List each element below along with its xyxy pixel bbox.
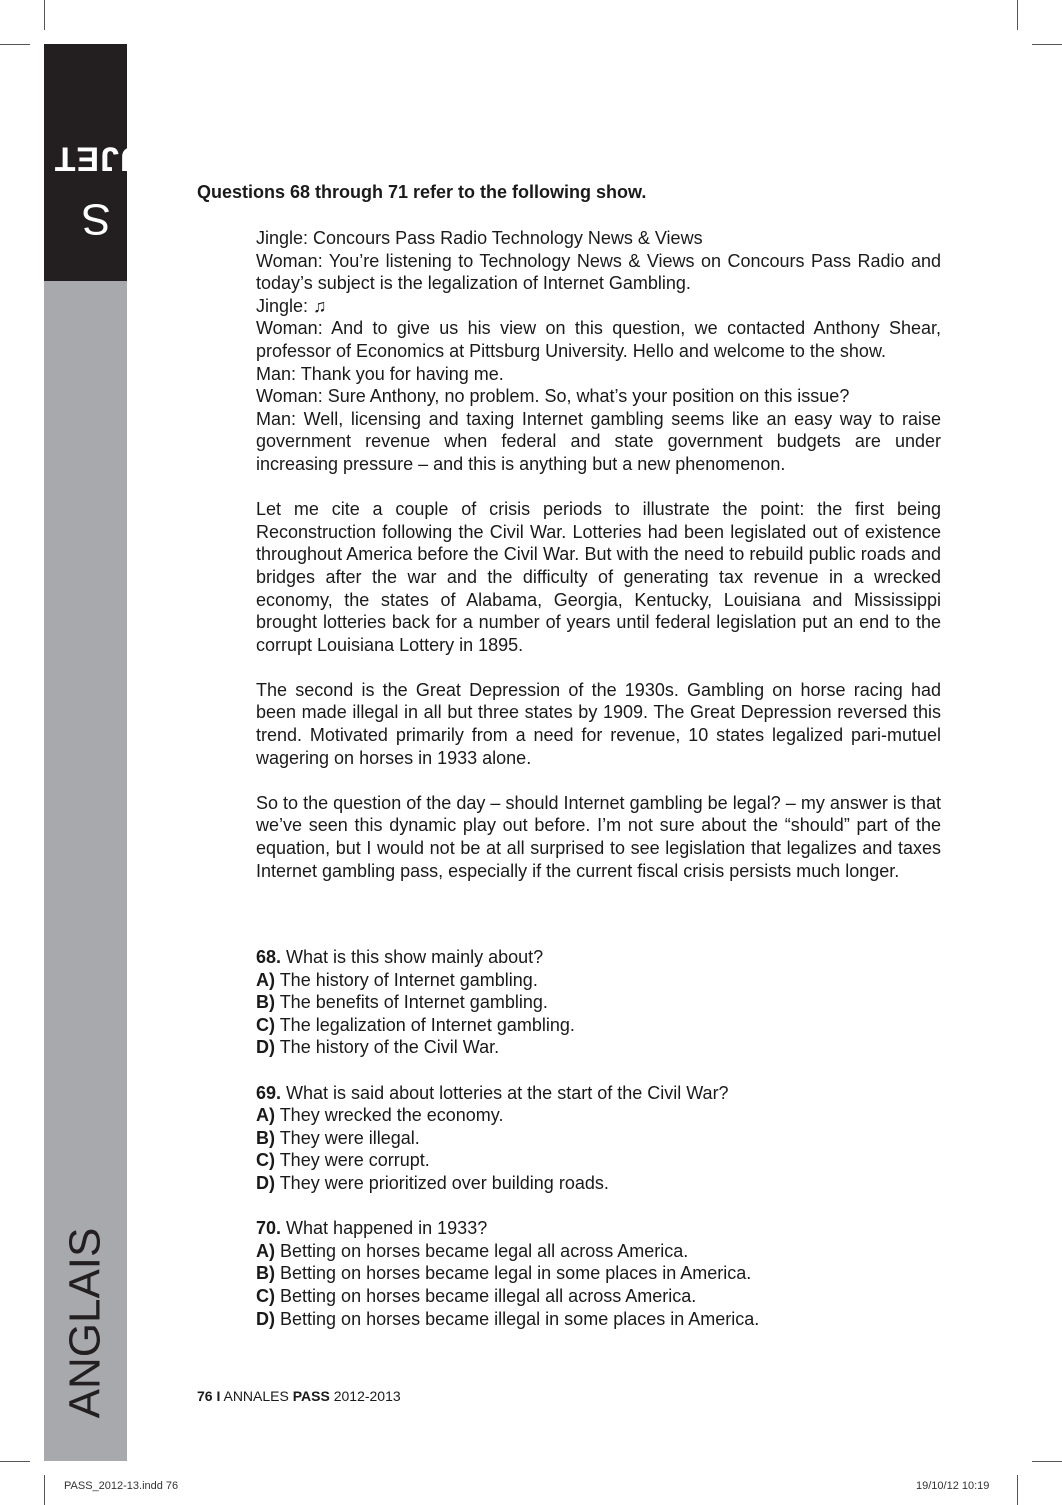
crop-mark	[44, 0, 45, 30]
sujet-initial: S	[80, 193, 111, 243]
question-stem: 68. What is this show mainly about?	[256, 947, 544, 967]
answer-option: C) Betting on horses became illegal all across America.	[256, 1285, 697, 1306]
answer-option: C) The legalization of Internet gambling.	[256, 1014, 575, 1035]
crop-mark	[44, 1475, 45, 1505]
question-68	[256, 946, 941, 1059]
crop-mark	[0, 1461, 30, 1462]
footer-years: 2012-2013	[333, 1388, 401, 1404]
sujet-rest: UJET	[53, 138, 145, 177]
question-stem: 70. What happened in 1933?	[256, 1218, 488, 1239]
section-label-sujet	[44, 44, 145, 281]
question-list	[256, 946, 941, 1353]
page-footer	[197, 1388, 401, 1404]
transcript-paragraph: Let me cite a couple of crisis periods to illustrate the point: the first being Reconstruction following the Civil War. Lotteries had been legislated out of existence throughout America before the Civil War. But with the need to rebuild public roads and bridges after the war and the difficulty of generating tax revenue in a wrecked economy, the states of Alabama, Georgia, Kentucky, Louisiana and Mississippi brought lotteries back for a number of years until federal legislation put an end to the corrupt Louisiana Lottery in 1895.	[256, 499, 941, 655]
answer-option: B) Betting on horses became legal in some places in America.	[256, 1263, 752, 1284]
answer-option: A) Betting on horses became legal all across America.	[256, 1240, 689, 1261]
question-70	[256, 1217, 941, 1330]
answer-option: D) They were prioritized over building roads.	[256, 1172, 609, 1193]
crop-mark	[1032, 1461, 1062, 1462]
transcript-line: Jingle: ♫	[256, 295, 327, 316]
transcript	[256, 227, 941, 882]
answer-option: B) They were illegal.	[256, 1127, 420, 1148]
answer-option: C) They were corrupt.	[256, 1150, 430, 1171]
crop-mark	[1017, 1475, 1018, 1505]
answer-option: D) Betting on horses became illegal in some places in America.	[256, 1308, 760, 1329]
answer-option: A) They wrecked the economy.	[256, 1105, 504, 1126]
question-69	[256, 1082, 941, 1195]
subject-label-anglais	[44, 1227, 127, 1418]
transcript-line: Woman: Sure Anthony, no problem. So, what’s your position on this issue?	[256, 386, 850, 407]
crop-mark	[1032, 44, 1062, 45]
transcript-line: Woman: And to give us his view on this question, we contacted Anthony Shear, professor of Economics at Pittsburg University. Hello and welcome to the show.	[256, 318, 941, 361]
print-slug-file: PASS_2012-13.indd 76	[64, 1480, 179, 1492]
answer-option: D) The history of the Civil War.	[256, 1037, 500, 1058]
transcript-line: Woman: You’re listening to Technology News & Views on Concours Pass Radio and today’s subject is the legalization of Internet Gambling.	[256, 250, 941, 294]
answer-option: A) The history of Internet gambling.	[256, 969, 538, 990]
page-number: 76	[197, 1388, 213, 1404]
crop-mark	[1017, 0, 1018, 30]
transcript-line: Jingle: Concours Pass Radio Technology News & Views	[256, 228, 703, 248]
footer-publication: ANNALES	[223, 1388, 289, 1404]
crop-mark	[0, 44, 30, 45]
footer-separator: I	[216, 1388, 221, 1404]
transcript-line: Man: Thank you for having me.	[256, 363, 504, 384]
answer-option: B) The benefits of Internet gambling.	[256, 992, 548, 1013]
transcript-paragraph: The second is the Great Depression of the 1930s. Gambling on horse racing had been made illegal in all but three states by 1909. The Great Depression reversed this trend. Motivated primarily from a need for revenue, 10 states legalized pari-mutuel wagering on horses in 1933 alone.	[256, 679, 941, 768]
question-stem: 69. What is said about lotteries at the start of the Civil War?	[256, 1082, 729, 1103]
anglais-text: ANGLAIS	[60, 1227, 110, 1418]
print-slug-datetime: 19/10/12 10:19	[916, 1480, 990, 1492]
section-heading: Questions 68 through 71 refer to the following show.	[197, 182, 647, 202]
transcript-line: Man: Well, licensing and taxing Internet gambling seems like an easy way to raise government revenue when federal and state government budgets are under increasing pressure – and this is anything but a new phenomenon.	[256, 408, 941, 474]
transcript-paragraph: So to the question of the day – should Internet gambling be legal? – my answer is that we’ve seen this dynamic play out before. I’m not sure about the “should” part of the equation, but I would not be at all surprised to see legislation that legalizes and taxes Internet gambling pass, especially if the current fiscal crisis persists much longer.	[256, 792, 941, 881]
footer-brand: PASS	[292, 1388, 330, 1404]
